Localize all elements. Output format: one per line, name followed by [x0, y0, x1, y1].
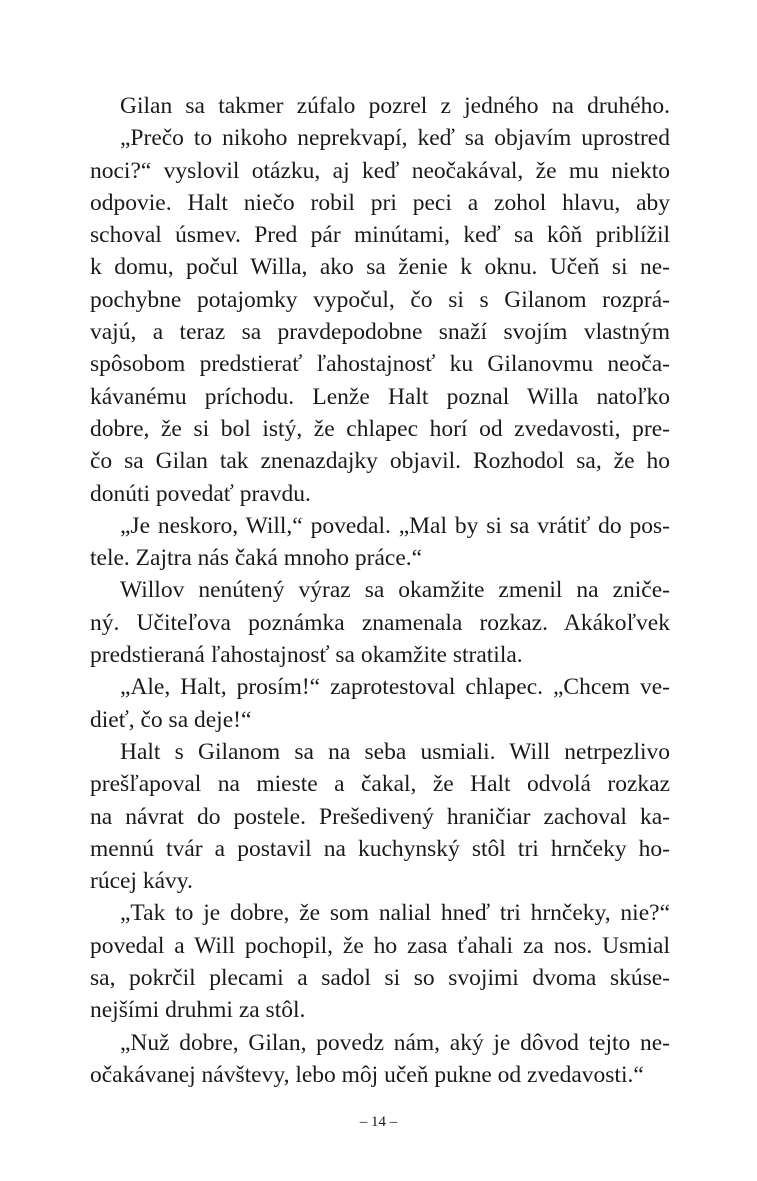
text-line: Gilan sa takmer zúfalo pozrel z jedného na druhého.: [120, 93, 670, 119]
text-line: „Nuž dobre, Gilan, povedz nám, aký je dôvod tejto ne-: [120, 1029, 670, 1056]
text-line: dieť, čo sa deje!“: [90, 706, 252, 733]
text-line: rúcej kávy.: [90, 868, 193, 895]
text-line: donúti povedať pravdu.: [90, 480, 311, 507]
text-line: mennú tvár a postavil na kuchynský stôl tri hrnčeky ho-: [90, 835, 670, 862]
text-line: pochybne potajomky vypočul, čo si s Gilanom rozprá-: [90, 286, 670, 313]
text-line: noci?“ vyslovil otázku, aj keď neočakával, že mu niekto: [90, 157, 670, 184]
text-line: tele. Zajtra nás čaká mnoho práce.“: [90, 545, 423, 572]
text-line: schoval úsmev. Pred pár minútami, keď sa kôň priblížil: [90, 222, 670, 249]
text-line: k domu, počul Willa, ako sa ženie k oknu. Učeň si ne-: [90, 254, 670, 281]
page-number: – 14 –: [359, 1114, 398, 1130]
text-line: „Ale, Halt, prosím!“ zaprotestoval chlapec. „Chcem ve-: [120, 674, 670, 701]
text-line: prešľapoval na mieste a čakal, že Halt odvolá rozkaz: [90, 771, 670, 798]
text-line: Halt s Gilanom sa na seba usmiali. Will netrpezlivo: [120, 738, 670, 765]
text-line: čo sa Gilan tak znenazdajky objavil. Rozhodol sa, že ho: [90, 448, 670, 475]
text-line: „Prečo to nikoho neprekvapí, keď sa objavím uprostred: [120, 125, 670, 152]
text-line: odpovie. Halt niečo robil pri peci a zohol hlavu, aby: [90, 189, 670, 216]
text-line: Willov nenútený výraz sa okamžite zmenil na zniče-: [120, 577, 670, 604]
text-line: predstieraná ľahostajnosť sa okamžite stratila.: [90, 642, 523, 669]
text-line: očakávanej návštevy, lebo môj učeň pukne od zvedavosti.“: [90, 1061, 644, 1088]
body-text: [90, 90, 670, 1091]
text-line: spôsobom predstierať ľahostajnosť ku Gilanovmu neoča-: [90, 351, 670, 378]
text-line: povedal a Will pochopil, že ho zasa ťahali za nos. Usmial: [90, 932, 670, 959]
text-line: kávanému príchodu. Lenže Halt poznal Willa natoľko: [90, 383, 670, 410]
text-line: nejšími druhmi za stôl.: [90, 997, 306, 1024]
text-line: vajú, a teraz sa pravdepodobne snaží svojím vlastným: [90, 319, 670, 346]
text-line: ný. Učiteľova poznámka znamenala rozkaz. Akákoľvek: [90, 609, 670, 636]
text-line: dobre, že si bol istý, že chlapec horí od zvedavosti, pre-: [90, 415, 670, 442]
text-line: „Je neskoro, Will,“ povedal. „Mal by si sa vrátiť do pos-: [120, 512, 670, 539]
text-line: sa, pokrčil plecami a sadol si so svojimi dvoma skúse-: [90, 965, 670, 992]
text-line: „Tak to je dobre, že som nalial hneď tri hrnčeky, nie?“: [120, 900, 670, 927]
text-line: na návrat do postele. Prešedivený hraničiar zachoval ka-: [90, 803, 670, 830]
